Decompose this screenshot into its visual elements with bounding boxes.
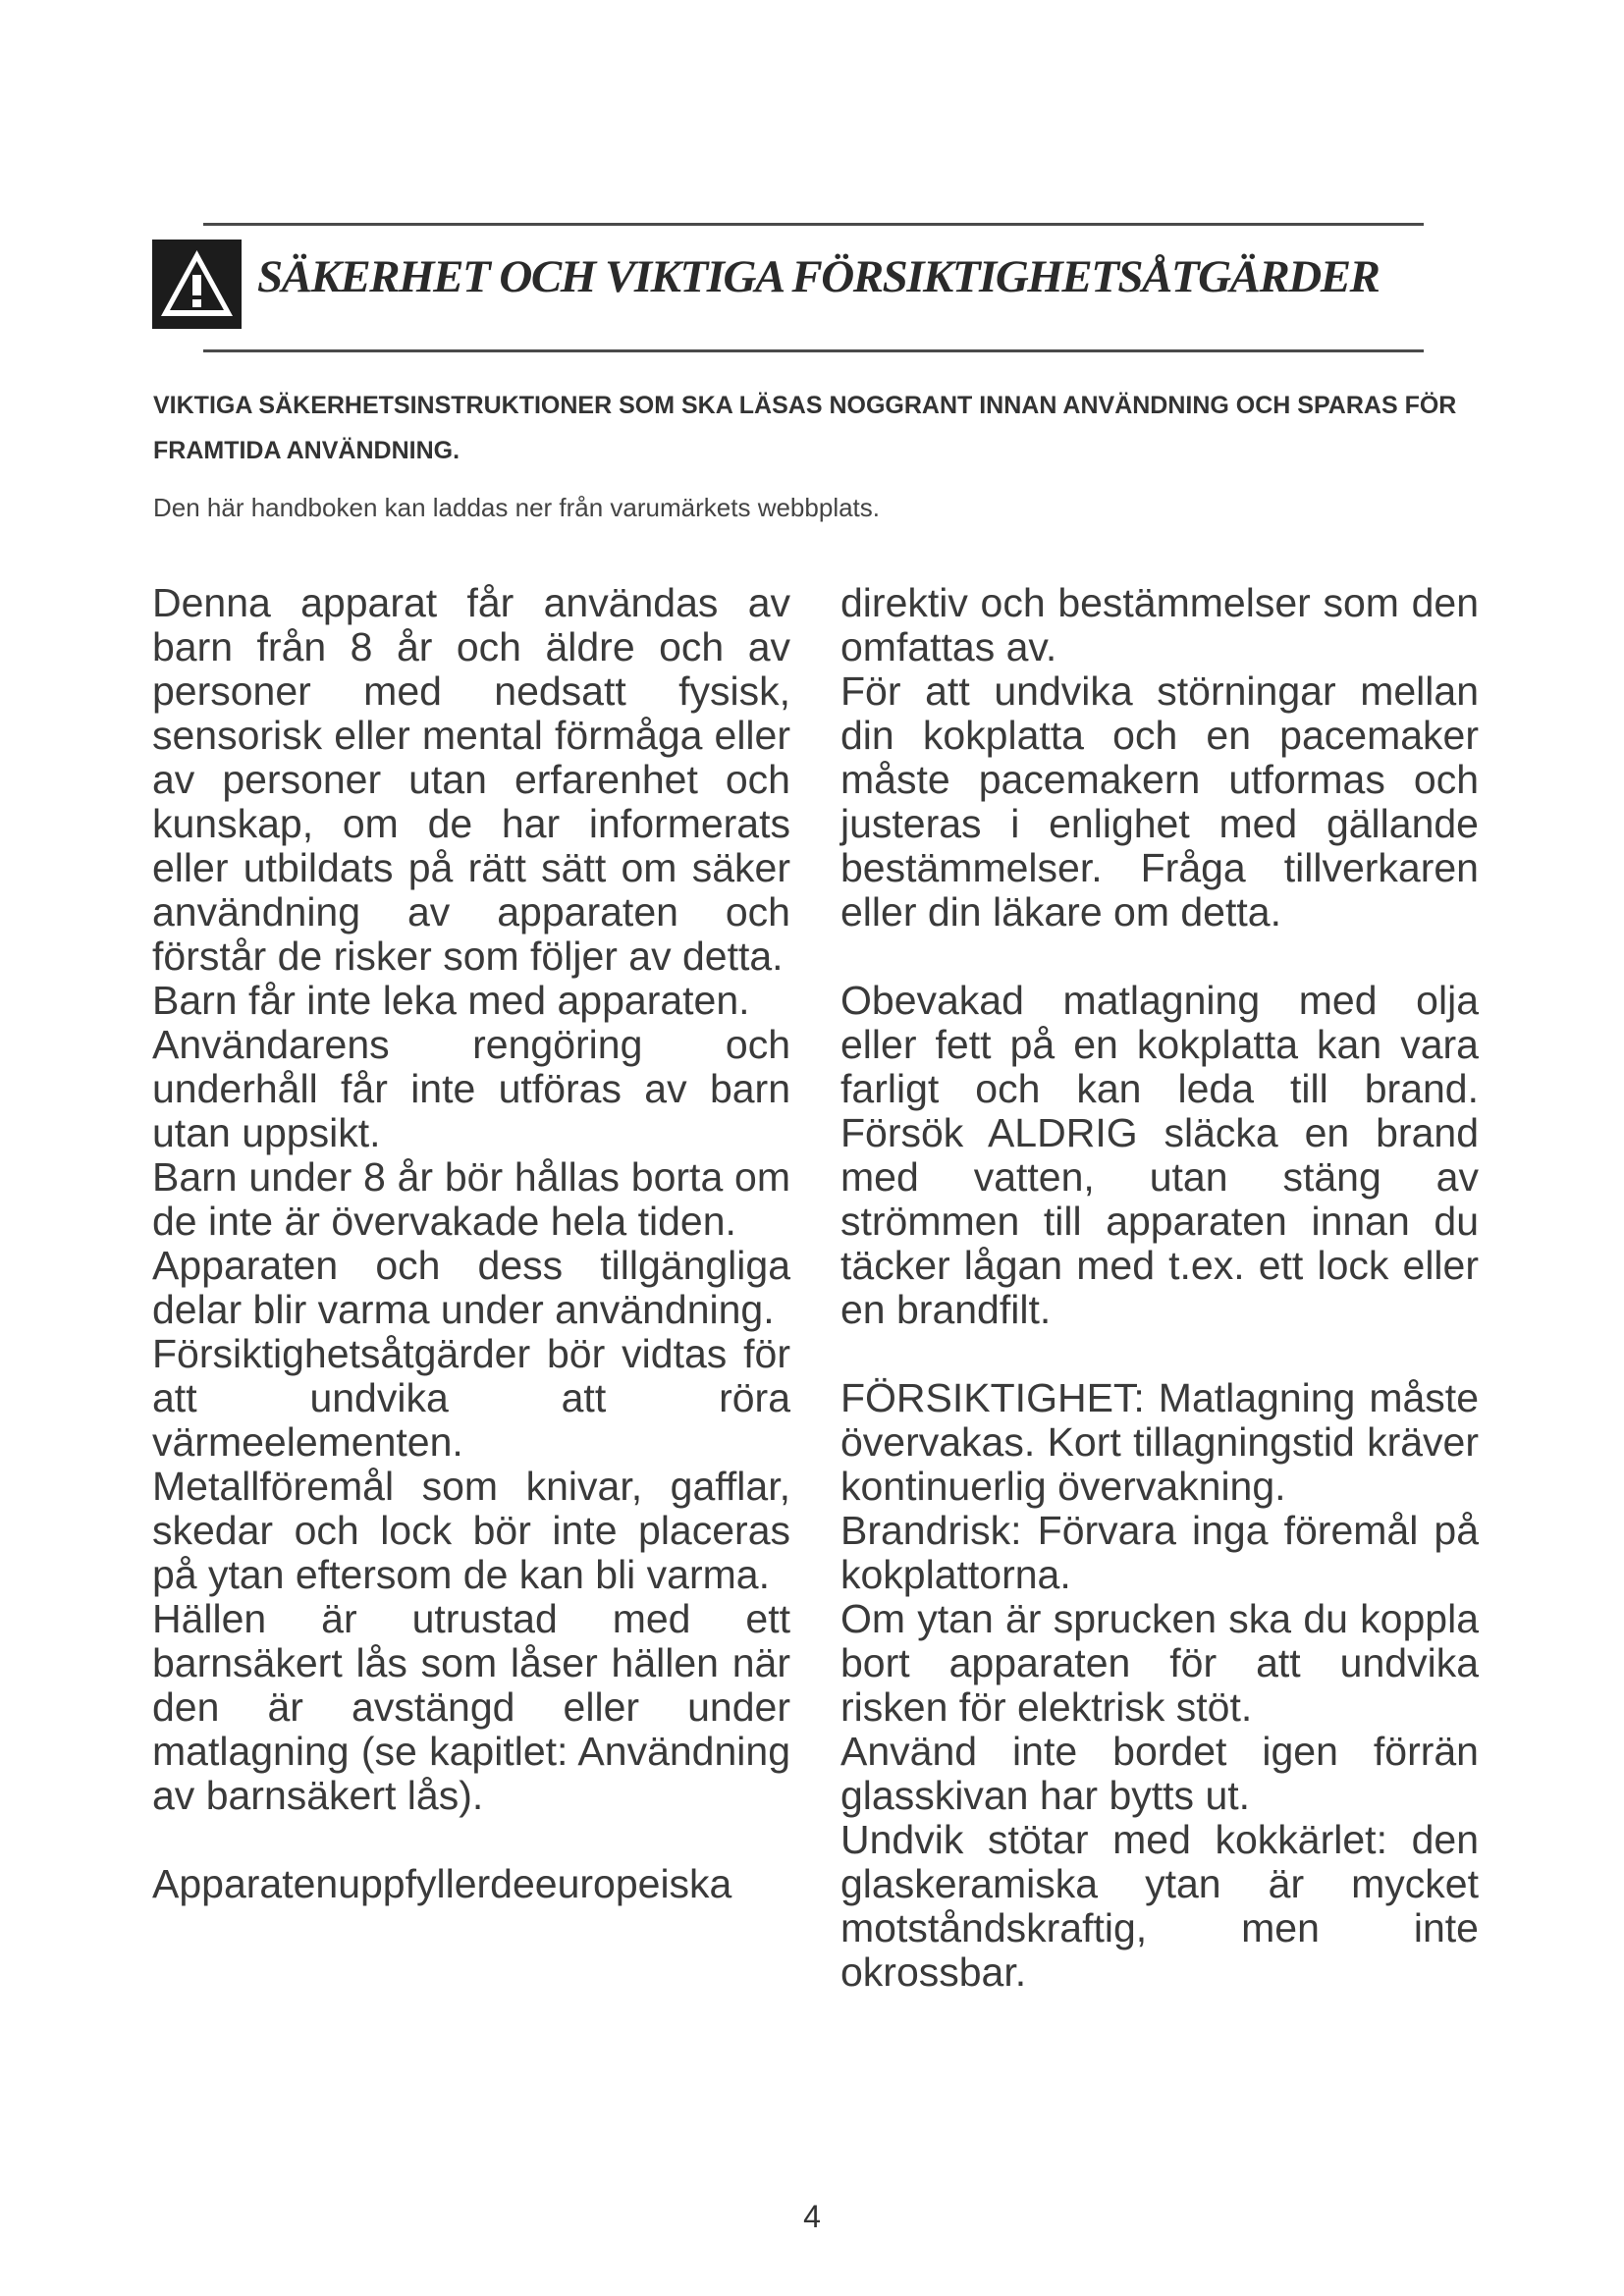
paragraph: Undvik stötar med kokkärlet: den glaskeramiska ytan är mycket motståndskraftig, men inte okrossbar. — [840, 1817, 1479, 1995]
left-column — [152, 581, 790, 1906]
page-title: SÄKERHET OCH VIKTIGA FÖRSIKTIGHETSÅTGÄRDER — [257, 251, 1380, 302]
paragraph: Använd inte bordet igen förrän glasskivan har bytts ut. — [840, 1729, 1479, 1818]
paragraph: Denna apparat får användas av barn från 8 år och äldre och av personer med nedsatt fysisk, sensorisk eller mental förmåga eller av personer utan erfarenhet och kunskap, om de har informerats eller utbildats på rätt sätt om säker användning av apparaten och förstår de risker som följer av detta. — [152, 580, 790, 979]
paragraph: Användarens rengöring och underhåll får inte utföras av barn utan uppsikt. — [152, 1022, 790, 1155]
paragraph: Obevakad matlagning med olja eller fett på en kokplatta kan vara farligt och kan leda till brand. Försök ALDRIG släcka en brand med vatten, utan stäng av strömmen till apparaten innan du täcker lågan med t.ex. ett lock eller en brandfilt. — [840, 978, 1479, 1332]
paragraph: FÖRSIKTIGHET: Matlagning måste övervakas. Kort tillagningstid kräver kontinuerlig övervakning. — [840, 1375, 1479, 1509]
download-note: Den här handboken kan laddas ner från varumärkets webbplats. — [153, 493, 880, 522]
paragraph: För att undvika störningar mellan din kokplatta och en pacemaker måste pacemakern utformas och justeras i enlighet med gällande bestämmelser. Fråga tillverkaren eller din läkare om detta. — [840, 668, 1479, 934]
warning-triangle-icon — [152, 240, 242, 329]
paragraph: Apparatenuppfyllerdeeuropeiska — [152, 1861, 732, 1906]
paragraph: Brandrisk: Förvara inga föremål på kokplattorna. — [840, 1508, 1479, 1597]
page-number: 4 — [803, 2199, 821, 2234]
paragraph: Apparaten och dess tillgängliga delar blir varma under användning. — [152, 1243, 790, 1332]
safety-subheading: VIKTIGA SÄKERHETSINSTRUKTIONER SOM SKA LÄSAS NOGGRANT INNAN ANVÄNDNING OCH SPARAS FÖR FRAMTIDA ANVÄNDNING. — [153, 392, 1457, 464]
header-top-rule — [203, 223, 1424, 226]
paragraph: direktiv och bestämmelser som den omfattas av. — [840, 580, 1479, 669]
paragraph: Metallföremål som knivar, gafflar, skedar och lock bör inte placeras på ytan eftersom de kan bli varma. — [152, 1464, 790, 1597]
paragraph: Barn får inte leka med apparaten. — [152, 978, 750, 1023]
paragraph: Hällen är utrustad med ett barnsäkert lås som låser hällen när den är avstängd eller under matlagning (se kapitlet: Användning av barnsäkert lås). — [152, 1596, 790, 1818]
paragraph: Barn under 8 år bör hållas borta om de inte är övervakade hela tiden. — [152, 1154, 790, 1244]
paragraph: Om ytan är sprucken ska du koppla bort apparaten för att undvika risken för elektrisk stöt. — [840, 1596, 1479, 1730]
header-bottom-rule — [203, 349, 1424, 352]
paragraph: Försiktighetsåtgärder bör vidtas för att undvika att röra värmeelementen. — [152, 1331, 790, 1465]
right-column — [840, 581, 1479, 1995]
